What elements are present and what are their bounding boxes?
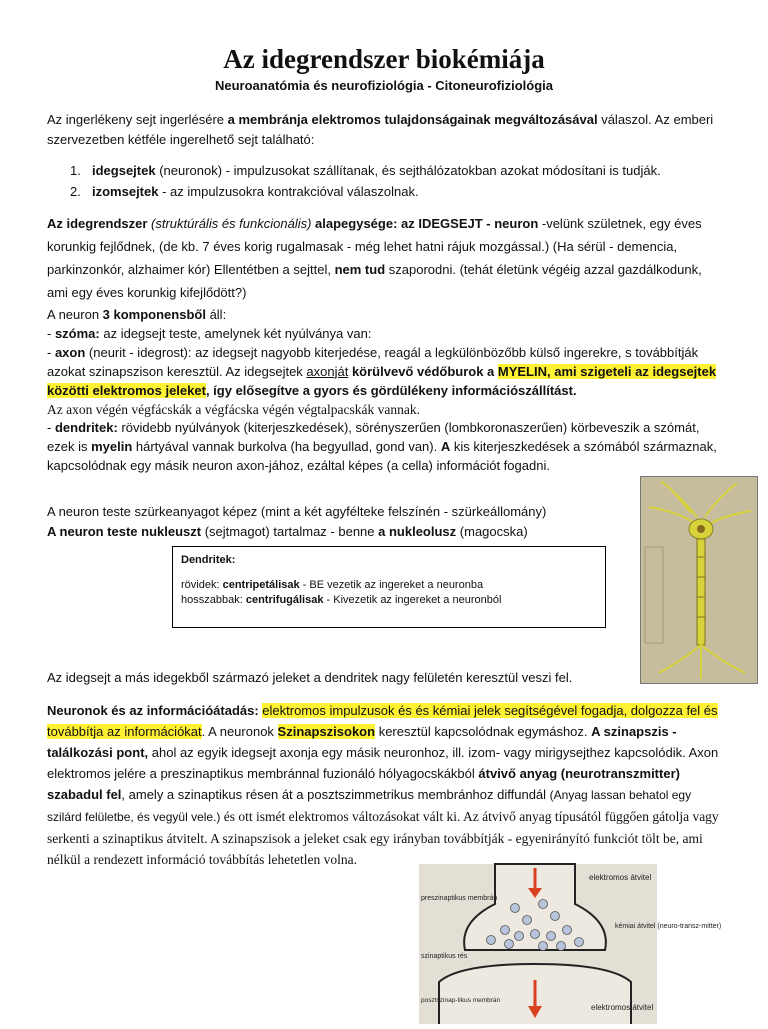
transfer-paragraph: Neuronok és az információátadás: elektromos impulzusok és és kémiai jelek segítségével fogadja, dolgozza fel és továbbítja az információkat. A neuronok Szinapszisokon keresztül kapcsolódnak egymáshoz. A szinapszis - találkozási pont, ahol az egyik idegsejt axonja egy másik neuronhoz, ill. izom- vagy mirigysejthez kapcsolódik. Axon elektromos jelére a preszinaptikus membránnal fuzionáló hólyagocskákból átvivő anyag (neurotranszmitter) szabadul fel, amely a szinaptikus résen át a posztszimmetrikus membránhoz diffundál (Anyag lassan behatol egy szilárd felületbe, és vegyül vele.) és ott ismét elektromos változásokat vált ki. Az átvivő anyag típusától függően gátolja vagy serkenti a szinaptikus átvitelt. A szinapszisok a jeleket csak egy irányban továbbítják - egyenirányító funkciót tölt be, ami nélkül a rendezett információ továbbítás lehetetlen volna.: [47, 703, 719, 867]
neuron-drawing: [641, 477, 757, 683]
intro-paragraph: Az ingerlékeny sejt ingerlésére a membránja elektromos tulajdonságainak megváltozásával válaszol. Az emberi szervezetben kétféle ingerelhető sejt található:: [47, 112, 714, 147]
unit-paragraph: Az idegrendszer (struktúrális és funkcionális) alapegysége: az IDEGSEJT - neuron -velünk születnek, egy éves korunkig fejlődnek, (de kb. 7 éves korig rugalmasak - még lehet hatni rájuk mozgással.) (Ha sérül - demencia, parkinzonkór, alzhaimer kór) Ellentétben a sejttel, nem tud szaporodni. (tehát életünk végéig azzal gazdálkodunk, ami egy éves korunkig kifejlődött?): [47, 216, 702, 300]
synapse-diagram: [419, 864, 722, 1024]
label-postsynaptic-membrane: posztszinap-tikus membrán: [421, 997, 501, 1004]
label-electrical-top: elektromos átvitel: [589, 873, 652, 882]
grey-matter-paragraph: A neuron teste szürkeanyagot képez (mint a két agyfélteke felszínén - szürkeállomány) A neuron teste nukleuszt (sejtmagot) tartalmaz - benne a nukleolusz (magocska): [47, 504, 547, 539]
label-presynaptic-membrane: preszinaptikus membrán: [421, 895, 498, 902]
label-electrical-bottom: elektromos átvitel: [591, 1003, 654, 1012]
label-synaptic-cleft: szinaptikus rés: [421, 953, 468, 960]
list-item: 2. izomsejtek - az impulzusokra kontrakcióval válaszolnak.: [70, 184, 419, 199]
synapse-drawing: [419, 864, 722, 1024]
page-title: Az idegrendszer biokémiája: [223, 44, 545, 74]
page-subtitle: Neuroanatómia és neurofiziológia - Citoneurofiziológia: [214, 78, 554, 93]
neuron-illustration: [640, 476, 758, 684]
dendrites-box: Dendritek: rövidek: centripetálisak - BE vezetik az ingereket a neuronba hosszabbak: centrifugálisak - Kivezetik az ingereket a neuronból: [172, 546, 606, 628]
label-chemical-transmission: kémiai átvitel (neuro-transz-mitter): [615, 923, 722, 930]
list-item: 1. idegsejtek (neuronok) - impulzusokat szállítanak, és sejthálózatokban azokat módosítani is tudják.: [70, 163, 661, 178]
receive-paragraph: Az idegsejt a más idegekből származó jeleket a dendritek nagy felületén keresztül veszi fel.: [47, 670, 573, 685]
cell-type-list: [70, 160, 730, 202]
components-paragraph: A neuron 3 komponensből áll: - szóma: az idegsejt teste, amelynek két nyúlványa van: - axon (neurit - idegrost): az idegsejt nagyobb kiterjedése, reagál a legkülönbözőbb külső ingerekre, s továbbítják azokat szinapszison keresztül. Az idegsejtek axonját körülvevő védőburok a MYELIN, ami szigeteli az idegsejtek közötti elektromos jeleket, így elősegítve a gyors és gördülékeny információszállítást. Az axon végén végfácskák a végfácska végén végtalpacskák vannak. - dendritek: rövidebb nyúlványok (kiterjeszkedések), sörényszerűen (lombkoronaszerűen) körbeveszik a szómát, ezek is myelin hártyával vannak burkolva (ha begyullad, gond van). A kis kiterjeszkedések a szómából származnak, kapcsolódnak egy másik neuron axon-jához, ezáltal képes (a cella) információt fogadni.: [47, 307, 717, 474]
